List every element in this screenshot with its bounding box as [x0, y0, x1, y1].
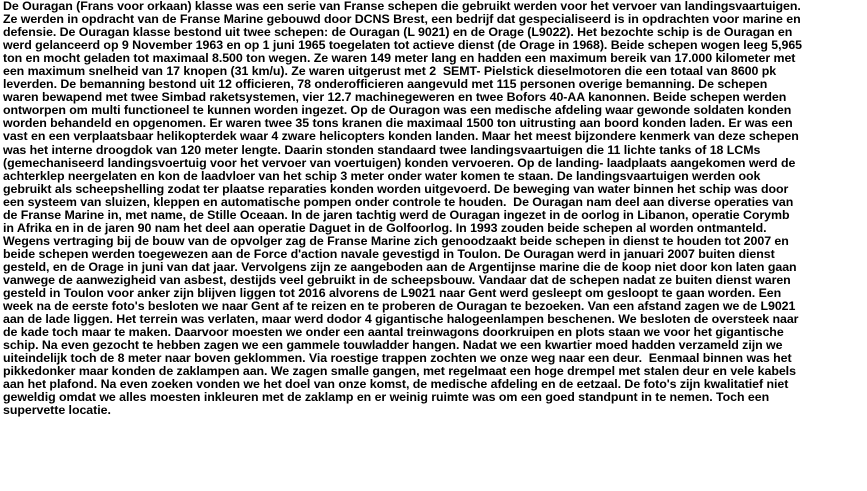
- text-line: gebruikt als scheepshelling zodat ter plaatse reparaties konden worden uitgevoerd. De beweging van water binnen het schip was door: [3, 182, 789, 196]
- text-line: gesteld, en de Orage in juni van dat jaar. Vervolgens zijn ze aangeboden aan de Argentijnse marine die de koop niet door kon laten gaan: [3, 260, 797, 274]
- text-line: schip. Na even gezocht te hebben zagen we een gammele touwladder hangen. Nadat we een kwartier moed hadden verzameld zijn we: [3, 339, 783, 353]
- text-line: werd gelanceerd op 9 November 1963 en op 1 juni 1965 toegelaten tot actieve dienst (de Orage in 1968). Beide schepen wogen leeg 5,965: [3, 39, 803, 53]
- text-line: ton en mocht geladen tot maximaal 8.500 ton wegen. Ze waren 149 meter lang en hadden een maximum bereik van 17.000 kilometer met: [3, 52, 796, 66]
- text-line: gesteld in Toulon voor anker zijn blijven liggen tot 2016 alvorens de L9021 naar Gent werd gesleept om gesloopt te gaan worden. Een: [3, 287, 782, 301]
- text-line: vast en een verplaatsbaar helikopterdek waar 4 zware helicopters konden landen. Maar het meest bijzondere kenmerk van deze schepen: [3, 130, 799, 144]
- text-line: beide schepen werden toegewezen aan de Force d'action navale gevestigd in Toulon. De Ouragan werd in januari 2007 buiten dienst: [3, 247, 775, 261]
- text-line: aan de lade liggen. Het terrein was verlaten, maar werd dodor 4 gigantische halogeenlampen beschenen. We besloten de oversteek naar: [3, 313, 799, 327]
- text-line: worden behandeld en opgenomen. Er waren twee 35 tons kranen die maximaal 1500 ton uitrusting aan boord konden laden. Er was een: [3, 117, 793, 131]
- text-line: Wegens vertraging bij de bouw van de opvolger zag de Franse Marine zich genoodzaakt beide schepen in dienst te houden tot 2007 en: [3, 234, 789, 248]
- text-line: in Afrika en in de jaren 90 nam het deel aan operatie Daguet in de Golfoorlog. In 1993 zouden beide schepen al worden ontmanteld.: [3, 221, 767, 235]
- text-line: (gemechaniseerd landingsvoertuig voor het vervoer van voertuigen) konden vervoeren. Op de landing- laadplaats aangekomen werd de: [3, 156, 796, 170]
- text-line: aan het plafond. Na even zoeken vonden we het doel van onze komst, de medische afdeling en de eetzaal. De foto's zijn kwalitatief niet: [3, 378, 789, 392]
- text-line: supervette locatie.: [3, 404, 111, 418]
- text-line: een maximum snelheid van 17 knopen (31 km/u). Ze waren uitgerust met 2 SEMT- Pielstick dieselmotoren die een totaal van 8600 pk: [3, 65, 777, 79]
- text-line: een systeem van sluizen, kleppen en automatische pompen onder controle te houden. De Ouragan nam deel aan diverse operaties van: [3, 195, 794, 209]
- text-line: De Ouragan (Frans voor orkaan) klasse was een serie van Franse schepen die gebruikt werden voor het vervoer van landingsvaartuigen.: [3, 0, 801, 13]
- text-line: achterklep neergelaten en kon de laadvloer van het schip 3 meter onder water komen te staan. De landingsvaartuigen werden ook: [3, 169, 761, 183]
- text-line: week na de eerste foto's besloten we naar Gent af te reizen en te proberen de Ouragan te bezoeken. Van een afstand zagen we de L9021: [3, 300, 796, 314]
- text-line: was het interne droogdok van 120 meter lengte. Daarin stonden standaard twee landingsvaartuigen die 11 lichte tanks of 18 LCMs: [3, 143, 761, 157]
- text-line: uiteindelijk toch de 8 meter naar boven geklommen. Via roestige trappen zochten we onze weg naar een deur. Eenmaal binnen was het: [3, 352, 792, 366]
- text-line: waren bewapend met twee Simbad raketsystemen, vier 12.7 machinegeweren en twee Bofors 40-AA kanonnen. Beide schepen werden: [3, 91, 787, 105]
- text-line: defensie. De Ouragan klasse bestond uit twee schepen: de Ouragan (L 9021) en de Orage (L9022). Het bezochte schip is de Ouragan en: [3, 26, 793, 40]
- text-line: de kade toch maar te maken. Daarvoor moesten we onder een aantal treinwagons doorkruipen en plots staan we voor het gigantische: [3, 326, 784, 340]
- text-line: pikkedonker maar konden de zaklampen aan. We zagen smalle gangen, met regelmaat een hoge drempel met stalen deur en vele kabels: [3, 365, 796, 379]
- text-line: ontworpen om multi functioneel te kunnen worden ingezet. Op de Ouragon was een medische afdeling waar gewonde soldaten konden: [3, 104, 792, 118]
- text-line: leverden. De bemanning bestond uit 12 officieren, 78 onderofficieren aangevuld met 115 personen overige bemanning. De schepen: [3, 78, 768, 92]
- text-line: de Franse Marine in, met name, de Stille Oceaan. In de jaren tachtig werd de Ouragan ingezet in de oorlog in Libanon, operatie Corymb: [3, 208, 790, 222]
- text-line: geweldig omdat we alles moesten inkleuren met de zaklamp en er weinig ruimte was om een goed standpunt in te nemen. Toch een: [3, 391, 770, 405]
- text-line: Ze werden in opdracht van de Franse Marine gebouwd door DCNS Brest, een bedrijf dat gespecialiseerd is in opdrachten voor marine en: [3, 13, 801, 27]
- text-line: vanwege de aanwezigheid van asbest, destijds veel gebruikt in de scheepsbouw. Vandaar dat de schepen nadat ze buiten dienst waren: [3, 273, 791, 287]
